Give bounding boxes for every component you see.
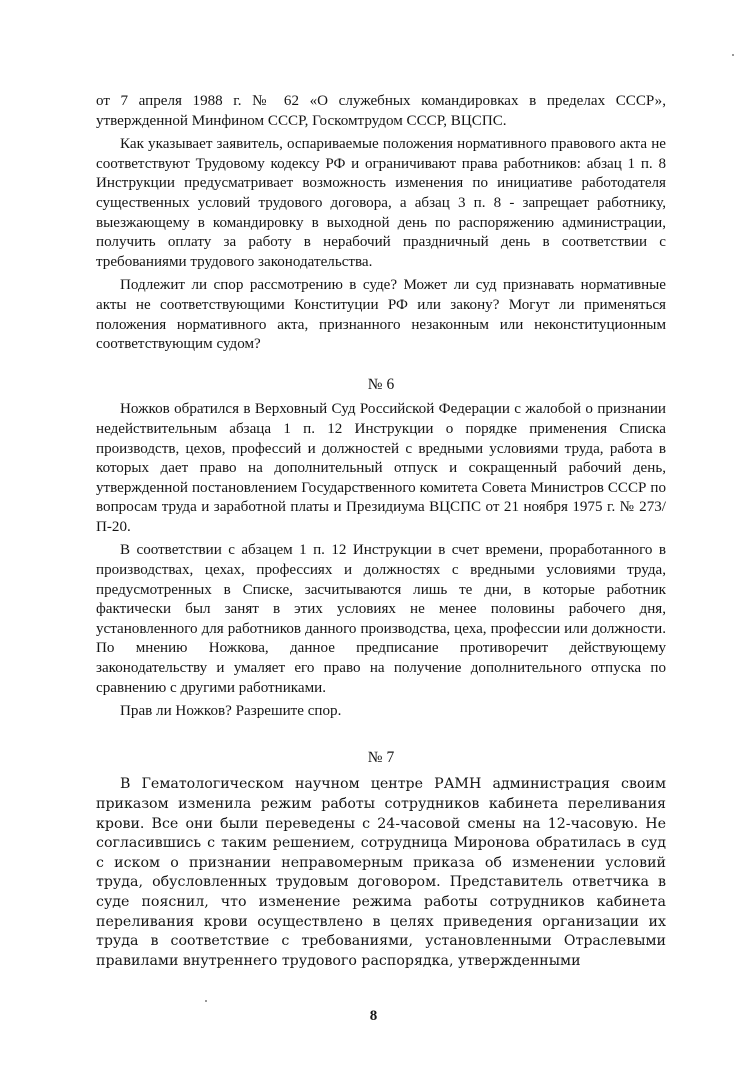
intro-paragraph-1: от 7 апреля 1988 г. № 62 «О служебных командировках в пределах СССР», утвержденной Минфином СССР, Госкомтрудом СССР, ВЦСПС. xyxy=(96,93,666,129)
case-6-paragraph-1: Ножков обратился в Верховный Суд Российской Федерации с жалобой о признании недействительным абзаца 1 п. 12 Инструкции о порядке применения Списка производств, цехов, профессий и должностей с вредными условиями труда, работа в которых дает право на дополнительный отпуск и сокращенный рабочий день, утвержденной постановлением Государственного комитета Совета Министров СССР по вопросам труда и заработной платы и Президиума ВЦСПС от 21 ноября 1975 г. № 273/П-20. xyxy=(96,401,666,535)
case-6-heading: № 6 xyxy=(367,375,395,393)
case-6-paragraph-2: В соответствии с абзацем 1 п. 12 Инструкции в счет времени, проработанного в производствах, цехах, профессиях и должностях с вредными условиями труда, предусмотренных в Списке, засчитываются лишь те дни, в которые работник фактически был занят в этих условиях не менее половины рабочего дня, установленного для работников данного производства, цеха, профессии или должности. По мнению Ножкова, данное предписание противоречит действующему законодательству и умаляет его право на получение дополнительного отпуска по сравнению с другими работниками. xyxy=(96,542,666,696)
scan-speck xyxy=(205,1000,207,1002)
scan-speck xyxy=(732,54,734,56)
case-6-paragraph-3: Прав ли Ножков? Разрешите спор. xyxy=(120,703,342,720)
intro-paragraph-2: Как указывает заявитель, оспариваемые положения нормативного правового акта не соответствуют Трудовому кодексу РФ и ограничивают права работников: абзац 1 п. 8 Инструкции предусматривает возможность изменения по инициативе работодателя существенных условий трудового договора, а абзац 3 п. 8 - запрещает работнику, выезжающему в командировку в выходной день по распоряжению администрации, получить оплату за работу в нерабочий праздничный день в соответствии с требованиями трудового законодательства. xyxy=(96,136,666,270)
page-number: 8 xyxy=(369,1008,378,1024)
intro-paragraph-3: Подлежит ли спор рассмотрению в суде? Может ли суд признавать нормативные акты не соответствующими Конституции РФ или закону? Могут ли применяться положения нормативного акта, признанного незаконным или неконституционным соответствующим судом? xyxy=(96,277,666,353)
case-7-heading: № 7 xyxy=(367,748,395,766)
case-7-paragraph-1: В Гематологическом научном центре РАМН администрация своим приказом изменила режим работы сотрудников кабинета переливания крови. Все они были переведены с 24-часовой смены на 12-часовую. Не согласившись с таким решением, сотрудница Миронова обратилась в суд с иском о признании неправомерным приказа об изменении условий труда, обусловленных трудовым договором. Представитель ответчика в суде пояснил, что изменение режима работы сотрудников кабинета переливания крови осуществлено в целях приведения организации их труда в соответствие с требованиями, установленными Отраслевыми правилами внутреннего трудового распорядка, утвержденными xyxy=(96,776,666,969)
document-page xyxy=(96,92,666,971)
